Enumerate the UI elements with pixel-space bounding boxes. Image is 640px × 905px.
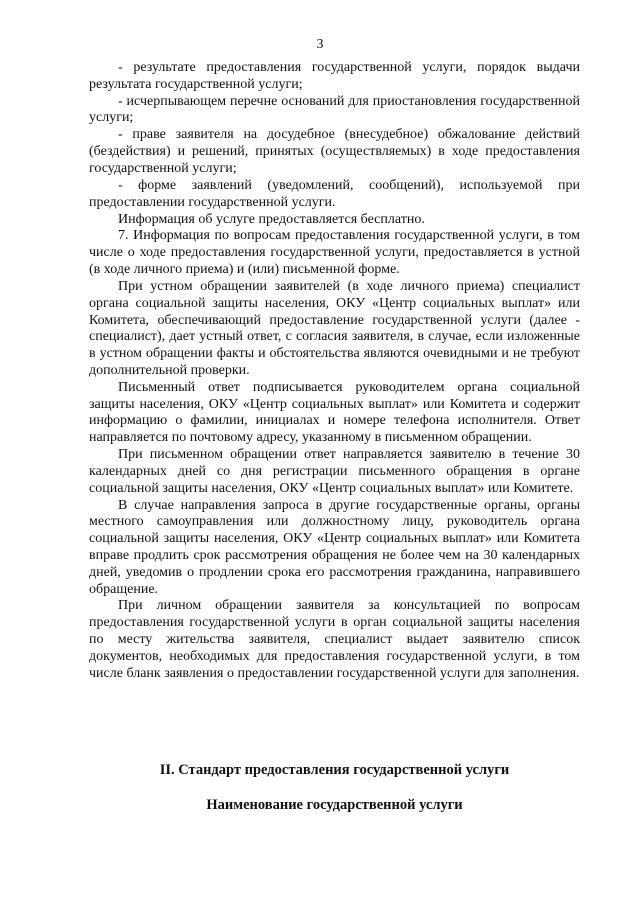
- paragraph: Письменный ответ подписывается руководителем органа социальной защиты населения, ОКУ «Центр социальных выплат» или Комитета и содержит информацию о фамилии, инициалах и номере телефона исполнителя. Ответ направляется по почтовому адресу, указанному в письменном обращении.: [89, 379, 580, 446]
- paragraph: Информация об услуге предоставляется бесплатно.: [118, 211, 425, 227]
- paragraph: - праве заявителя на досудебное (внесудебное) обжалование действий (бездействия) и решений, принятых (осуществляемых) в ходе предоставления государственной услуги;: [89, 127, 580, 176]
- paragraph: В случае направления запроса в другие государственные органы, органы местного самоуправления или должностному лицу, руководитель органа социальной защиты населения, ОКУ «Центр социальных выплат» или Комитета вправе продлить срок рассмотрения обращения не более чем на 30 календарных дней, уведомив о продлении срока его рассмотрения гражданина, направившего обращение.: [89, 497, 580, 597]
- paragraph: - результате предоставления государственной услуги, порядок выдачи результата государственной услуги;: [89, 60, 580, 92]
- paragraph: 7. Информация по вопросам предоставления государственной услуги, в том числе о ходе предоставления государственной услуги, предоставляется в устной (в ходе личного приема) и (или) письменной форме.: [89, 228, 580, 278]
- section-heading: II. Стандарт предоставления государственной услуги: [159, 762, 510, 778]
- subsection-heading: Наименование государственной услуги: [206, 797, 463, 813]
- paragraph: При личном обращении заявителя за консультацией по вопросам предоставления государственной услуги в орган социальной защиты населения по месту жительства заявителя, специалист выдает заявителю список документов, необходимых для предоставления государственной услуги, в том числе бланк заявления о предоставлении государственной услуги для заполнения.: [89, 598, 580, 681]
- body-text: [89, 60, 580, 682]
- paragraph: - исчерпывающем перечне оснований для приостановления государственной услуги;: [89, 93, 580, 126]
- page-number: 3: [316, 37, 324, 52]
- paragraph: При письменном обращении ответ направляется заявителю в течение 30 календарных дней со дня регистрации письменного обращения в органе социальной защиты населения, ОКУ «Центр социальных выплат» или Комитете.: [89, 447, 580, 496]
- paragraph: При устном обращении заявителей (в ходе личного приема) специалист органа социальной защиты населения, ОКУ «Центр социальных выплат» или Комитета, обеспечивающий предоставление государственной услуги (далее - специалист), дает устный ответ, с согласия заявителя, в случае, если изложенные в устном обращении факты и обстоятельства являются очевидными и не требуют дополнительной проверки.: [89, 278, 580, 378]
- paragraph: - форме заявлений (уведомлений, сообщений), используемой при предоставлении государственной услуги.: [89, 177, 580, 210]
